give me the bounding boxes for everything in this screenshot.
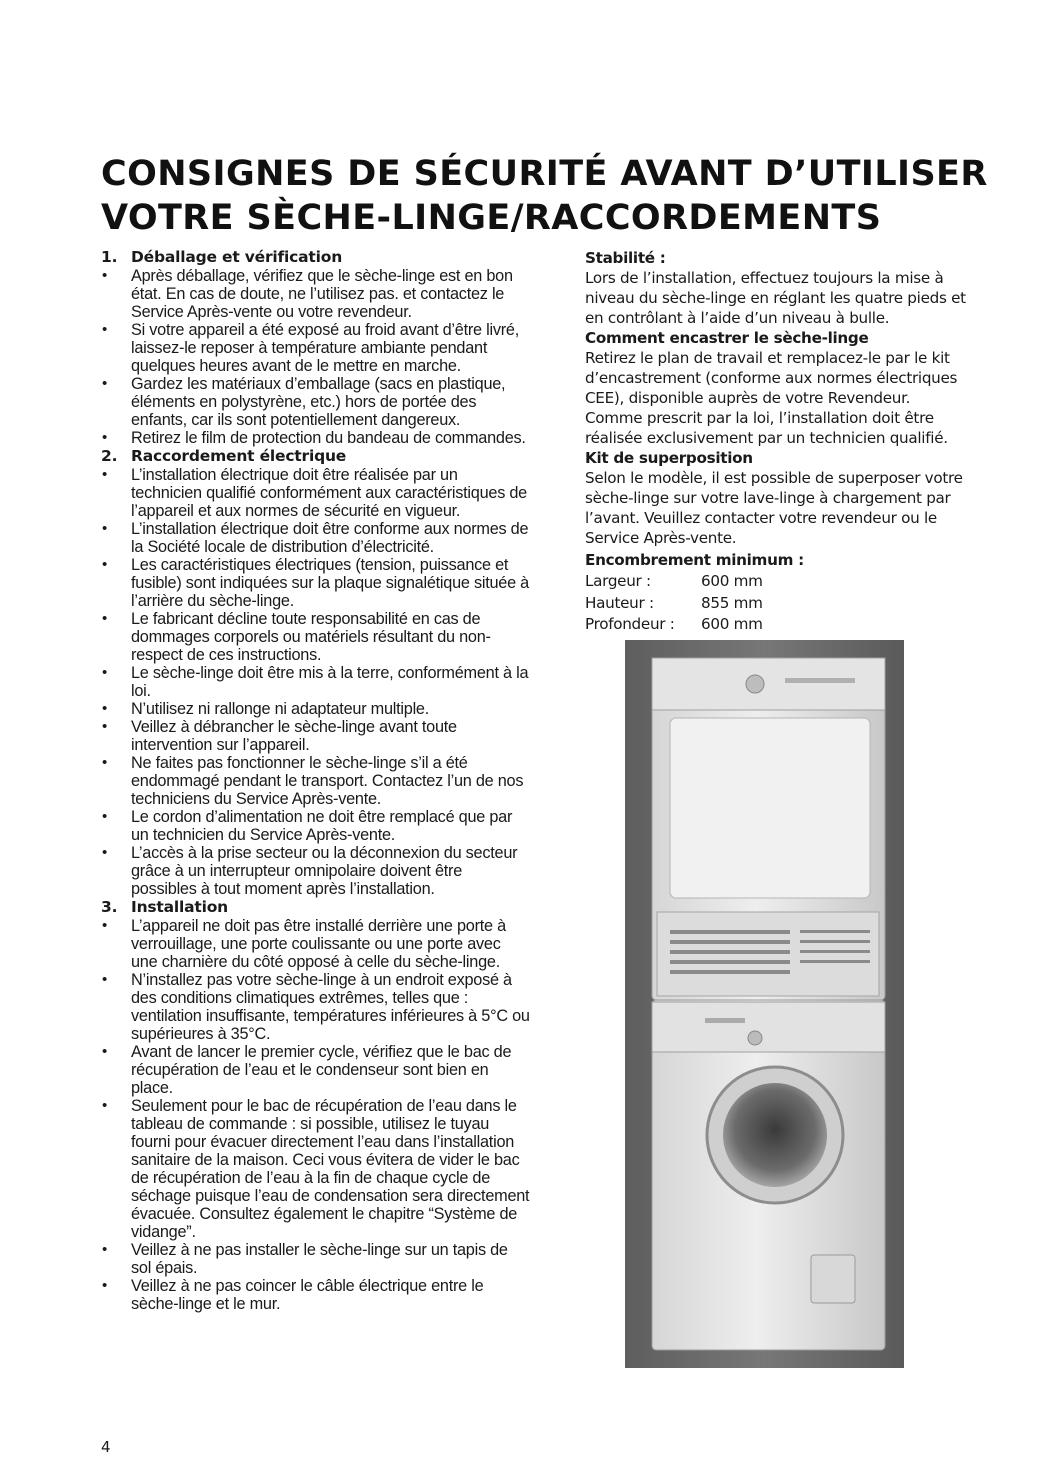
bullet-list bbox=[101, 466, 531, 898]
bullet-icon: • bbox=[102, 520, 108, 537]
list-item-text: L’installation électrique doit être réalisée par un technicien qualifié conformément aux caractéristiques de l’appareil et aux normes de sécurité en vigueur. bbox=[131, 466, 527, 520]
section-title: Installation bbox=[131, 898, 228, 916]
list-item-text: L’appareil ne doit pas être installé derrière une porte à verrouillage, une porte coulissante ou une porte avec une charnière du côté opposé à celle du sèche-linge. bbox=[131, 917, 506, 971]
list-item bbox=[101, 267, 531, 321]
bullet-list bbox=[101, 267, 531, 447]
list-item bbox=[101, 1277, 531, 1313]
dimensions-heading: Encombrement minimum : bbox=[585, 551, 804, 569]
list-item bbox=[101, 375, 531, 429]
page-number: 4 bbox=[101, 1438, 111, 1456]
bullet-icon: • bbox=[102, 375, 108, 392]
list-item bbox=[101, 808, 531, 844]
bullet-icon: • bbox=[102, 1241, 108, 1258]
list-item bbox=[101, 700, 531, 718]
page-title-line-2: VOTRE SÈCHE-LINGE/RACCORDEMENTS bbox=[101, 198, 882, 238]
list-item-text: Veillez à ne pas coincer le câble électrique entre le sèche-linge et le mur. bbox=[131, 1277, 484, 1313]
stacked-dryer-washer-photo bbox=[625, 640, 904, 1368]
bullet-icon: • bbox=[102, 1097, 108, 1114]
list-item-text: Gardez les matériaux d’emballage (sacs en plastique, éléments en polystyrène, etc.) hors de portée des enfants, car ils sont potentiellement dangereux. bbox=[131, 375, 506, 429]
bullet-icon: • bbox=[102, 700, 108, 717]
list-item bbox=[101, 556, 531, 610]
list-item-text: Ne faites pas fonctionner le sèche-linge s’il a été endommagé pendant le transport. Contactez l’un de nos techniciens du Service Après-vente. bbox=[131, 754, 524, 808]
page-title bbox=[101, 152, 1001, 240]
stability-text: Lors de l’installation, effectuez toujours la mise à niveau du sèche-linge en réglant les quatre pieds et en contrôlant à l’aide d’un niveau à bulle. bbox=[585, 269, 966, 327]
list-item bbox=[101, 429, 531, 447]
bullet-icon: • bbox=[102, 664, 108, 681]
right-column bbox=[585, 248, 985, 636]
section-heading bbox=[101, 447, 531, 466]
bullet-icon: • bbox=[102, 917, 108, 934]
list-item bbox=[101, 610, 531, 664]
stacking-heading: Kit de superposition bbox=[585, 449, 753, 467]
bullet-icon: • bbox=[102, 971, 108, 988]
list-item bbox=[101, 466, 531, 520]
page-title-line-1: CONSIGNES DE SÉCURITÉ AVANT D’UTILISER bbox=[101, 154, 988, 194]
bullet-icon: • bbox=[102, 1043, 108, 1060]
list-item bbox=[101, 664, 531, 700]
list-item bbox=[101, 1097, 531, 1241]
list-item bbox=[101, 718, 531, 754]
list-item bbox=[101, 321, 531, 375]
list-item-text: N’installez pas votre sèche-linge à un endroit exposé à des conditions climatiques extrêmes, telles que : ventilation insuffisante, températures inférieures à 5°C ou supérieures à 35°C. bbox=[131, 971, 530, 1043]
bullet-icon: • bbox=[102, 808, 108, 825]
dimension-value: 600 mm bbox=[701, 572, 763, 590]
section-heading bbox=[101, 898, 531, 917]
dimension-row-width bbox=[585, 571, 985, 593]
section-heading bbox=[101, 248, 531, 267]
bullet-list bbox=[101, 917, 531, 1313]
bullet-icon: • bbox=[102, 321, 108, 338]
stability-heading: Stabilité : bbox=[585, 249, 666, 267]
bullet-icon: • bbox=[102, 754, 108, 771]
list-item-text: Le cordon d’alimentation ne doit être remplacé que par un technicien du Service Après-vente. bbox=[131, 808, 513, 844]
list-item-text: Retirez le film de protection du bandeau de commandes. bbox=[131, 429, 526, 447]
dimension-row-depth bbox=[585, 614, 985, 636]
bullet-icon: • bbox=[102, 429, 108, 446]
dimension-label: Hauteur : bbox=[585, 593, 654, 612]
bullet-icon: • bbox=[102, 267, 108, 284]
list-item bbox=[101, 520, 531, 556]
list-item-text: Après déballage, vérifiez que le sèche-linge est en bon état. En cas de doute, ne l’utilisez pas. et contactez le Service Après-vente ou votre revendeur. bbox=[131, 267, 513, 321]
bullet-icon: • bbox=[102, 610, 108, 627]
bullet-icon: • bbox=[102, 556, 108, 573]
list-item-text: Seulement pour le bac de récupération de l’eau dans le tableau de commande : si possible, utilisez le tuyau fourni pour évacuer directement l’eau dans l’installation sanitaire de la maison. Ceci vous évitera de vider le bac de récupération de l’eau à la fin de chaque cycle de séchage puisque l’eau de condensation sera directement évacuée. Consultez également le chapitre “Système de vidange”. bbox=[131, 1097, 530, 1241]
dimension-value: 600 mm bbox=[701, 615, 763, 633]
dimension-row-height bbox=[585, 593, 985, 615]
list-item bbox=[101, 754, 531, 808]
list-item-text: Le sèche-linge doit être mis à la terre, conformément à la loi. bbox=[131, 664, 529, 700]
bullet-icon: • bbox=[102, 844, 108, 861]
section-number: 2. bbox=[101, 447, 118, 465]
bullet-icon: • bbox=[102, 466, 108, 483]
list-item-text: L’accès à la prise secteur ou la déconnexion du secteur grâce à un interrupteur omnipolaire doivent être possibles à tout moment après l’installation. bbox=[131, 844, 518, 898]
builtin-heading: Comment encastrer le sèche-linge bbox=[585, 329, 869, 347]
list-item-text: Les caractéristiques électriques (tension, puissance et fusible) sont indiquées sur la plaque signalétique située à l’arrière du sèche-linge. bbox=[131, 556, 529, 610]
list-item-text: Avant de lancer le premier cycle, vérifiez que le bac de récupération de l’eau et le condenseur sont bien en place. bbox=[131, 1043, 512, 1097]
bullet-icon: • bbox=[102, 1277, 108, 1294]
builtin-legal-text: Comme prescrit par la loi, l’installation doit être réalisée exclusivement par un technicien qualifié. bbox=[585, 409, 948, 447]
section-title: Déballage et vérification bbox=[131, 248, 343, 266]
list-item bbox=[101, 1043, 531, 1097]
dimension-label: Profondeur : bbox=[585, 615, 675, 633]
bullet-icon: • bbox=[102, 718, 108, 735]
stacking-text: Selon le modèle, il est possible de superposer votre sèche-linge sur votre lave-linge à chargement par l’avant. Veuillez contacter votre revendeur ou le Service Après-vente. bbox=[585, 469, 963, 547]
list-item bbox=[101, 1241, 531, 1277]
list-item-text: Si votre appareil a été exposé au froid avant d’être livré, laissez-le reposer à température ambiante pendant quelques heures avant de le mettre en marche. bbox=[131, 321, 519, 375]
dimension-label: Largeur : bbox=[585, 572, 651, 590]
list-item-text: Veillez à ne pas installer le sèche-linge sur un tapis de sol épais. bbox=[131, 1241, 508, 1277]
left-column bbox=[101, 248, 531, 1313]
section-number: 1. bbox=[101, 248, 118, 266]
dimensions-table bbox=[585, 571, 985, 636]
list-item bbox=[101, 917, 531, 971]
section-title: Raccordement électrique bbox=[131, 447, 347, 465]
list-item bbox=[101, 971, 531, 1043]
list-item bbox=[101, 844, 531, 898]
builtin-text: Retirez le plan de travail et remplacez-le par le kit d’encastrement (conforme aux normes électriques CEE), disponible auprès de votre Revendeur. bbox=[585, 349, 958, 407]
list-item-text: Veillez à débrancher le sèche-linge avant toute intervention sur l’appareil. bbox=[131, 718, 457, 754]
list-item-text: N’utilisez ni rallonge ni adaptateur multiple. bbox=[131, 700, 430, 718]
section-number: 3. bbox=[101, 898, 118, 916]
list-item-text: Le fabricant décline toute responsabilité en cas de dommages corporels ou matériels résultant du non-respect de ces instructions. bbox=[131, 610, 491, 664]
dimension-value: 855 mm bbox=[701, 593, 763, 612]
list-item-text: L’installation électrique doit être conforme aux normes de la Société locale de distribution d’électricité. bbox=[131, 520, 529, 556]
